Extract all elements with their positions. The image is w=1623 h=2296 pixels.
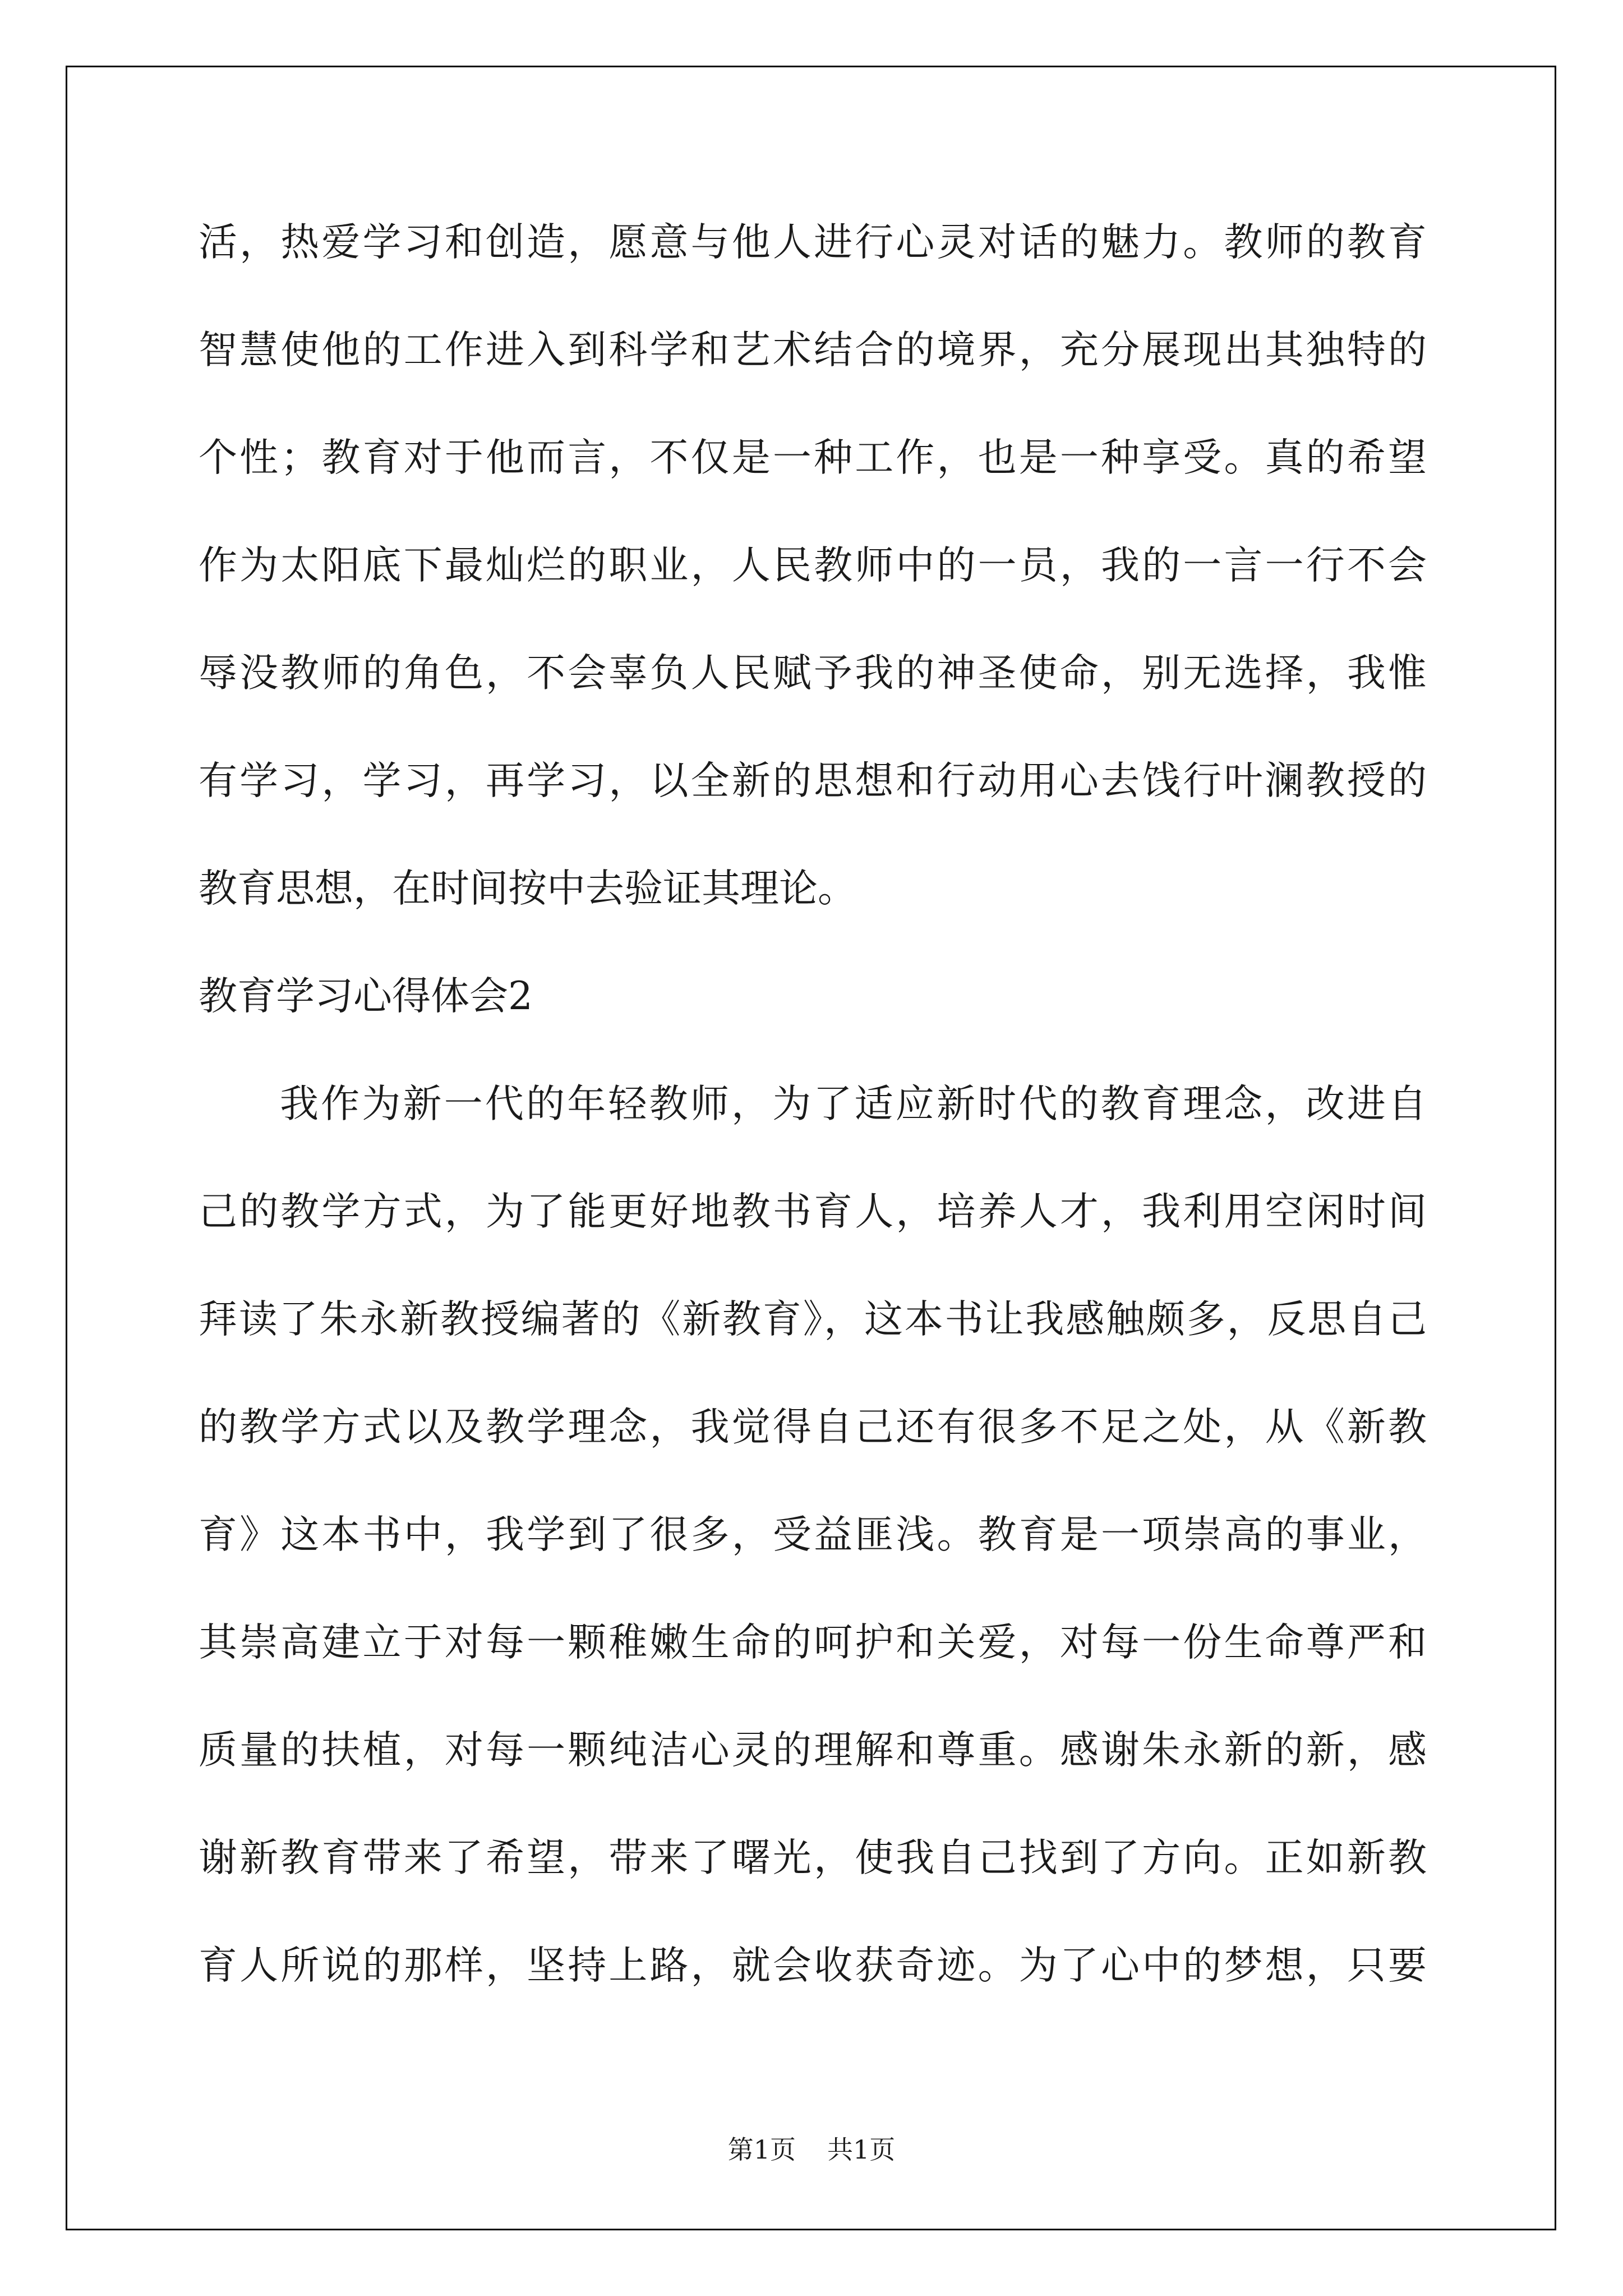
paragraph-line: 己的教学方式，为了能更好地教书育人，培养人才，我利用空闲时间: [199, 1189, 1427, 1234]
page-border: [66, 66, 1556, 2230]
paragraph-line: 质量的扶植，对每一颗纯洁心灵的理解和尊重。感谢朱永新的新，感: [199, 1728, 1427, 1773]
paragraph-line: 育》这本书中，我学到了很多，受益匪浅。教育是一项崇高的事业，: [199, 1512, 1427, 1557]
paragraph-line: 个性；教育对于他而言，不仅是一种工作，也是一种享受。真的希望: [199, 435, 1427, 480]
page-number: 第1页: [727, 2134, 796, 2165]
paragraph-line: 谢新教育带来了希望，带来了曙光，使我自己找到了方向。正如新教: [199, 1835, 1427, 1880]
section-heading: 教育学习心得体会2: [199, 974, 533, 1019]
paragraph-line: 的教学方式以及教学理念，我觉得自己还有很多不足之处，从《新教: [199, 1405, 1427, 1450]
paragraph-line: 拜读了朱永新教授编著的《新教育》，这本书让我感触颇多，反思自己: [199, 1297, 1427, 1342]
paragraph-line: 活，热爱学习和创造，愿意与他人进行心灵对话的魅力。教师的教育: [199, 220, 1427, 265]
paragraph-line: 育人所说的那样，坚持上路，就会收获奇迹。为了心中的梦想，只要: [199, 1943, 1427, 1988]
paragraph-line: 教育思想，在时间按中去验证其理论。: [199, 866, 856, 911]
paragraph-line: 作为太阳底下最灿烂的职业，人民教师中的一员，我的一言一行不会: [199, 543, 1427, 588]
paragraph-line: 辱没教师的角色，不会辜负人民赋予我的神圣使命，别无选择，我惟: [199, 651, 1427, 696]
page-total: 共1页: [827, 2134, 896, 2165]
page-footer: [0, 2129, 1623, 2166]
paragraph-line: 智慧使他的工作进入到科学和艺术结合的境界，充分展现出其独特的: [199, 328, 1427, 372]
paragraph-line: 有学习，学习，再学习，以全新的思想和行动用心去饯行叶澜教授的: [199, 758, 1427, 803]
paragraph-line: 我作为新一代的年轻教师，为了适应新时代的教育理念，改进自: [280, 1082, 1427, 1126]
paragraph-line: 其崇高建立于对每一颗稚嫩生命的呵护和关爱，对每一份生命尊严和: [199, 1620, 1427, 1665]
